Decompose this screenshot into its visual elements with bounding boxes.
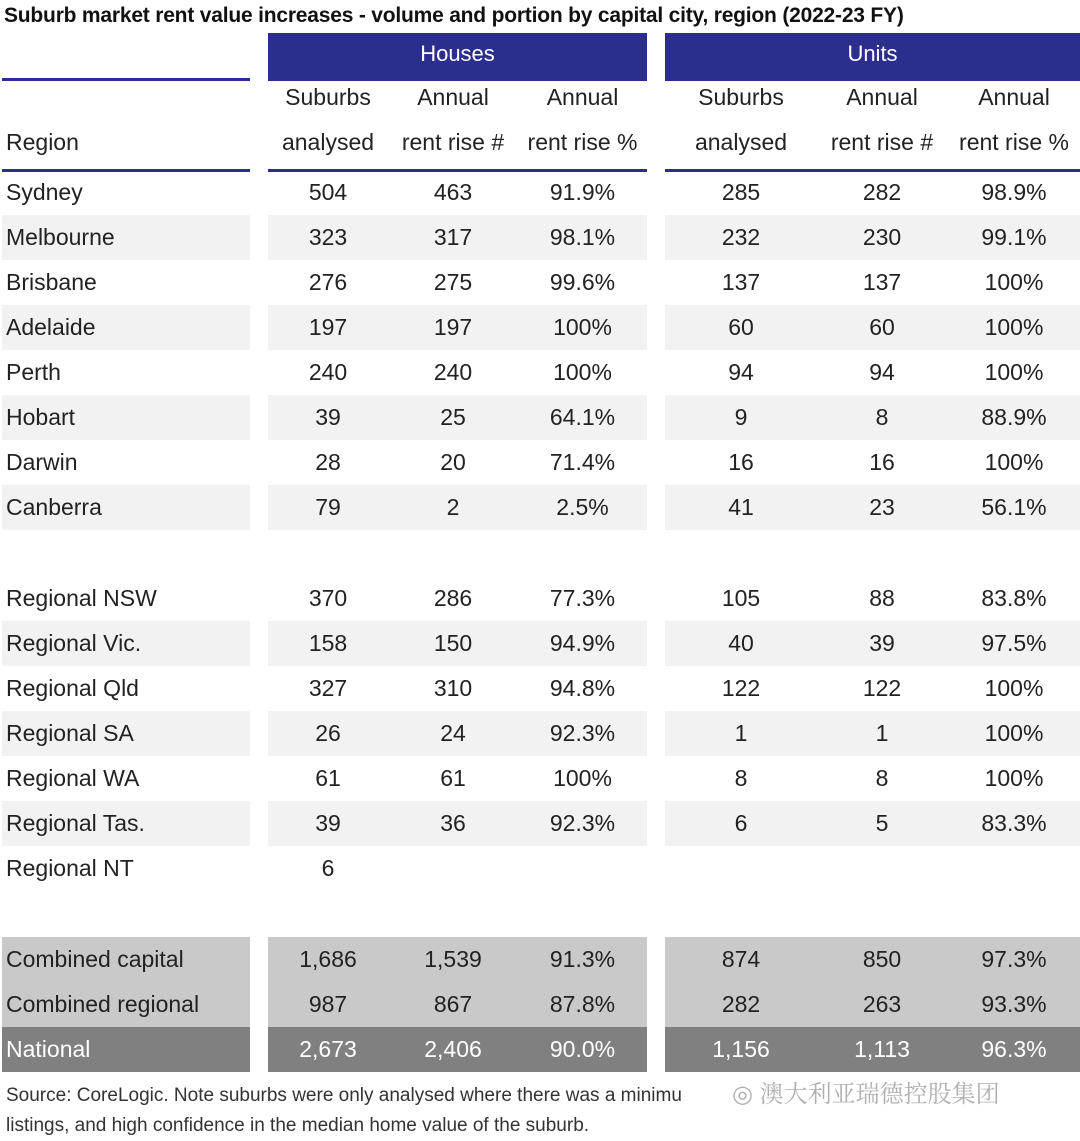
- cell-h-num: 1,539: [424, 946, 482, 972]
- cell-h-pct: 92.3%: [549, 810, 616, 836]
- cell-h-num: 867: [433, 991, 473, 1017]
- cell-h-sub: 158: [308, 630, 348, 656]
- cell-h-num: 2,406: [424, 1036, 482, 1062]
- header-units-suburbs-2: analysed: [694, 129, 788, 155]
- cell-h-sub: 39: [315, 404, 341, 430]
- header-units-suburbs-1: Suburbs: [698, 84, 784, 110]
- cell-u-num: 8: [875, 765, 889, 791]
- cell-u-pct: 93.3%: [981, 991, 1047, 1017]
- cell-h-sub: 370: [308, 585, 348, 611]
- row-region-label: Melbourne: [6, 224, 115, 250]
- row-region-label: Combined capital: [6, 946, 184, 972]
- cell-h-num: 317: [433, 224, 473, 250]
- cell-u-sub: 137: [721, 269, 761, 295]
- cell-u-sub: 6: [734, 810, 748, 836]
- cell-h-sub: 6: [321, 855, 335, 881]
- cell-h-pct: 98.1%: [549, 224, 616, 250]
- cell-u-pct: 100%: [984, 720, 1044, 746]
- cell-u-num: 94: [869, 359, 895, 385]
- cell-h-sub: 240: [308, 359, 348, 385]
- cell-h-sub: 26: [315, 720, 341, 746]
- cell-u-sub: 9: [734, 404, 748, 430]
- cell-h-pct: 92.3%: [549, 720, 616, 746]
- cell-h-sub: 1,686: [299, 946, 357, 972]
- cell-u-num: 88: [869, 585, 895, 611]
- cell-u-pct: 100%: [984, 765, 1044, 791]
- row-region-label: Sydney: [6, 179, 83, 205]
- cell-h-sub: 197: [308, 314, 348, 340]
- cell-u-num: 263: [862, 991, 902, 1017]
- cell-h-num: 36: [440, 810, 466, 836]
- cell-h-sub: 323: [308, 224, 348, 250]
- cell-u-pct: 97.5%: [981, 630, 1047, 656]
- cell-u-pct: 98.9%: [981, 179, 1047, 205]
- cell-h-num: 25: [440, 404, 466, 430]
- cell-h-num: 240: [433, 359, 473, 385]
- cell-u-pct: 99.1%: [981, 224, 1047, 250]
- cell-u-pct: 96.3%: [981, 1036, 1047, 1062]
- cell-u-sub: [680, 846, 802, 891]
- cell-u-sub: 1,156: [712, 1036, 770, 1062]
- header-region: Region: [6, 129, 79, 155]
- cell-h-sub: 39: [315, 810, 341, 836]
- cell-u-sub: 94: [728, 359, 754, 385]
- row-region-label: Canberra: [6, 494, 102, 520]
- cell-h-num: 2: [446, 494, 460, 520]
- cell-u-num: 8: [875, 404, 889, 430]
- cell-h-pct: [518, 846, 647, 891]
- cell-h-pct: 91.9%: [549, 179, 616, 205]
- cell-h-pct: 71.4%: [549, 449, 616, 475]
- cell-u-pct: 100%: [984, 269, 1044, 295]
- row-region-label: Regional SA: [6, 720, 134, 746]
- cell-h-sub: 61: [315, 765, 341, 791]
- cell-h-pct: 77.3%: [549, 585, 616, 611]
- cell-u-num: 16: [869, 449, 895, 475]
- cell-h-sub: 327: [308, 675, 348, 701]
- cell-u-num: 5: [875, 810, 889, 836]
- houses-group-header: Houses: [268, 33, 647, 81]
- header-houses-suburbs-1: Suburbs: [285, 84, 371, 110]
- cell-h-pct: 2.5%: [556, 494, 609, 520]
- cell-u-sub: 285: [721, 179, 761, 205]
- cell-u-pct: 56.1%: [981, 494, 1047, 520]
- cell-u-pct: 83.3%: [981, 810, 1047, 836]
- cell-h-pct: 100%: [553, 359, 612, 385]
- row-region-label: Regional WA: [6, 765, 140, 791]
- header-houses-rise-n-1: Annual: [417, 84, 489, 110]
- row-region-label: Regional Tas.: [6, 810, 145, 836]
- cell-h-pct: 94.8%: [549, 675, 616, 701]
- row-region-label: Adelaide: [6, 314, 96, 340]
- header-units-rise-p-2: rent rise %: [959, 129, 1069, 155]
- cell-u-pct: 100%: [984, 314, 1044, 340]
- cell-h-sub: 276: [308, 269, 348, 295]
- cell-u-sub: 41: [728, 494, 754, 520]
- cell-h-pct: 100%: [553, 314, 612, 340]
- cell-h-num: 20: [440, 449, 466, 475]
- cell-h-sub: 504: [308, 179, 348, 205]
- cell-u-sub: 60: [728, 314, 754, 340]
- cell-u-sub: 40: [728, 630, 754, 656]
- cell-u-num: 122: [862, 675, 902, 701]
- cell-u-pct: 83.8%: [981, 585, 1047, 611]
- row-region-label: Combined regional: [6, 991, 200, 1017]
- cell-u-num: 60: [869, 314, 895, 340]
- header-units-rise-n-1: Annual: [846, 84, 918, 110]
- row-region-label: Darwin: [6, 449, 78, 475]
- row-region-label: Perth: [6, 359, 61, 385]
- cell-u-sub: 16: [728, 449, 754, 475]
- cell-u-sub: 282: [721, 991, 761, 1017]
- header-houses-rise-n-2: rent rise #: [401, 129, 505, 155]
- header-units-rise-p-1: Annual: [978, 84, 1050, 110]
- row-region-label: Regional NT: [6, 855, 134, 881]
- row-region-label: Hobart: [6, 404, 76, 430]
- header-houses-rise-p-1: Annual: [546, 84, 619, 110]
- cell-u-pct: 88.9%: [981, 404, 1047, 430]
- cell-u-sub: 122: [721, 675, 761, 701]
- cell-h-num: 275: [433, 269, 473, 295]
- cell-u-pct: 100%: [984, 359, 1044, 385]
- cell-u-pct: 100%: [984, 675, 1044, 701]
- table-title: Suburb market rent value increases - volume and portion by capital city, region (2022-23 FY): [4, 4, 904, 27]
- row-region-label: Regional Vic.: [6, 630, 142, 656]
- row-region-label: Brisbane: [6, 269, 97, 295]
- cell-u-sub: 8: [734, 765, 748, 791]
- cell-h-sub: 2,673: [299, 1036, 357, 1062]
- header-houses-rise-p-2: rent rise %: [527, 129, 638, 155]
- cell-u-sub: 1: [734, 720, 748, 746]
- cell-u-sub: 232: [721, 224, 761, 250]
- cell-u-num: 850: [862, 946, 902, 972]
- cell-u-num: 282: [862, 179, 902, 205]
- row-region-label: Regional NSW: [6, 585, 157, 611]
- watermark: [732, 1074, 1000, 1109]
- cell-h-pct: 100%: [553, 765, 612, 791]
- cell-u-num: [817, 846, 947, 891]
- wechat-icon: ◎: [732, 1081, 760, 1108]
- cell-u-num: 230: [862, 224, 902, 250]
- cell-h-num: 61: [440, 765, 466, 791]
- cell-h-num: 463: [433, 179, 473, 205]
- cell-h-num: 197: [433, 314, 473, 340]
- cell-u-pct: 100%: [984, 449, 1044, 475]
- cell-u-num: 23: [869, 494, 895, 520]
- cell-h-pct: 87.8%: [549, 991, 616, 1017]
- source-note-line-1: Source: CoreLogic. Note suburbs were only analysed where there was a minimu: [6, 1085, 682, 1106]
- units-group-header: Units: [665, 33, 1080, 81]
- cell-u-num: 137: [862, 269, 902, 295]
- cell-h-sub: 987: [308, 991, 348, 1017]
- header-houses-suburbs-2: analysed: [281, 129, 375, 155]
- cell-h-num: [388, 846, 518, 891]
- header-top-rule: [2, 78, 250, 81]
- watermark-text: 澳大利亚瑞德控股集团: [759, 1081, 1000, 1108]
- cell-h-sub: 79: [315, 494, 341, 520]
- cell-h-sub: 28: [315, 449, 341, 475]
- header-units-rise-n-2: rent rise #: [830, 129, 934, 155]
- cell-h-pct: 90.0%: [549, 1036, 616, 1062]
- row-region-label: Regional Qld: [6, 675, 139, 701]
- cell-h-num: 286: [433, 585, 473, 611]
- cell-u-pct: 97.3%: [981, 946, 1047, 972]
- cell-h-pct: 99.6%: [549, 269, 616, 295]
- source-note-line-2: listings, and high confidence in the median home value of the suburb.: [6, 1115, 590, 1136]
- cell-u-num: 1,113: [854, 1036, 910, 1062]
- cell-h-num: 24: [440, 720, 466, 746]
- cell-h-pct: 64.1%: [549, 404, 616, 430]
- row-region-label: National: [6, 1036, 91, 1062]
- cell-h-num: 150: [433, 630, 473, 656]
- cell-h-num: 310: [433, 675, 473, 701]
- cell-u-sub: 105: [721, 585, 761, 611]
- cell-h-pct: 91.3%: [549, 946, 616, 972]
- cell-u-sub: 874: [721, 946, 761, 972]
- cell-h-pct: 94.9%: [549, 630, 616, 656]
- cell-u-num: 1: [875, 720, 889, 746]
- cell-u-num: 39: [869, 630, 895, 656]
- cell-u-pct: [950, 846, 1078, 891]
